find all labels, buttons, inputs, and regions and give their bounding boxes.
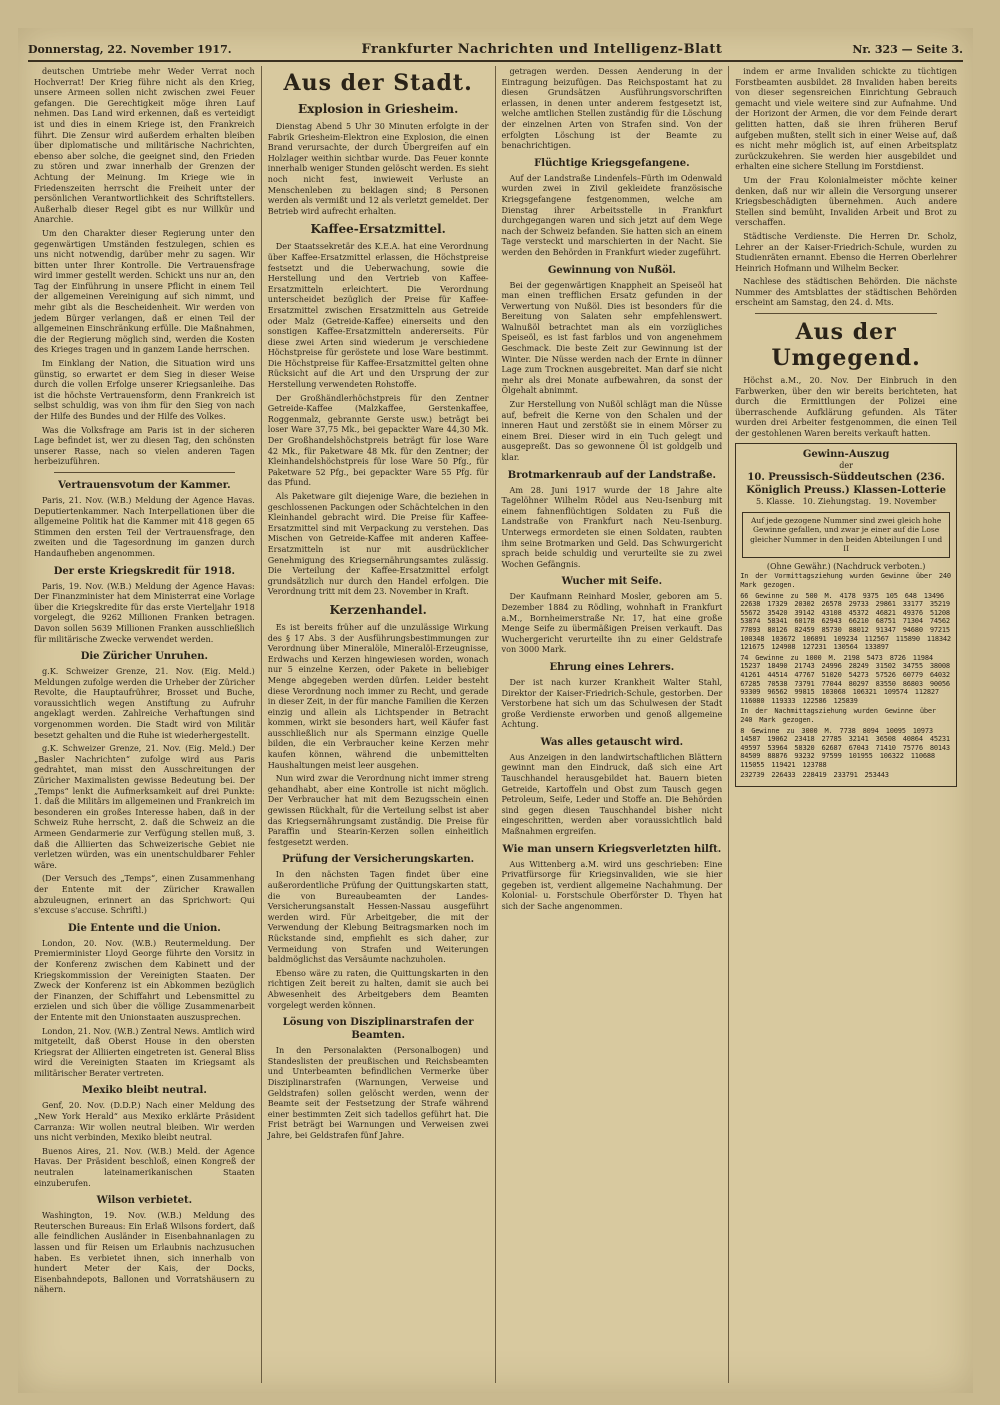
heading-nussoel: Gewinnung von Nußöl. [547, 264, 676, 276]
paragraph: g.K. Schweizer Grenze, 21. Nov. (Eig. Meld.) Meldungen zufolge werden die Urheber der Züricher Revolte, die Hauptaufrührer, Brosset und Buche, voraussichtlich wegen Anstiftung zu Aufruhr angeklagt werden. Zahlreiche Verhaftungen sind vorgenommen worden. Die Stadt wird von Militär besetzt gehalten und die Ruhe ist wiederhergestellt. [34, 666, 255, 740]
paragraph: In den nächsten Tagen findet über eine außerordentliche Prüfung der Quittungskarten statt, die von Bureaubeamten der Landes-Versicherungsanstalt Hessen-Nassau ausgeführt werden wird. Für Arbeitgeber, die mit der Verwendung der Klebung Beitragsmarken noch im Rückstande sind, empfiehlt es sich daher, zur Vermeidung von Strafen und Weiterungen baldmöglichst das Versäumte nachzuholen. [267, 869, 489, 965]
heading-entente-union: Die Entente und die Union. [67, 922, 221, 934]
heading-pruefung: Prüfung der Versicherungskarten. [282, 854, 475, 866]
column-2 [262, 66, 496, 1383]
lottery-intro: In der Vormittagsziehung wurden Gewinne über 240 Mark gezogen. [740, 572, 951, 589]
heading-brotmarkenraub: Brotmarkenraub auf der Landstraße. [507, 469, 716, 481]
paragraph: (Der Versuch des „Temps“, einen Zusammenhang der Entente mit der Züricher Krawallen abzuleugnen, erinnert an das Sprichwort: Qui s'excuse s'accuse. Schriftl.) [34, 873, 255, 916]
divider [54, 472, 235, 473]
paragraph: Der ist nach kurzer Krankheit Walter Stahl, Direktor der Kaiser-Friedrich-Schule, gestorben. Der Verstorbene hat sich um das Schulwesen der Stadt große Verdienste erworben und genoß allgemeine Achtung. [501, 676, 723, 730]
paragraph: Höchst a.M., 20. Nov. Der Einbruch in den Farbwerken, über den wir bereits berichteten, hat durch die Ermittlungen der Polizei eine überraschende Aufklärung gefunden. Als Täter wurden drei Arbeiter festgenommen, die einen Teil der gestohlenen Waren bereits verkauft hatten. [735, 375, 957, 439]
heading-ehrung: Ehrung eines Lehrers. [549, 661, 675, 673]
lottery-number-block: 8 Gewinne zu 3000 M. 7738 8094 10095 10973 14587 19062 23418 27785 32141 36508 40864 45231 49597 53964 58320 62687 67043 71410 75776 80143 84509 88876 93232 97599 101955 106322 110688 115055 119421 123788 [740, 726, 950, 769]
lottery-number-block: 66 Gewinne zu 500 M. 4178 9375 105 648 13496 22638 17329 20302 26578 29733 29861 33177 35219 55672 35420 39142 43108 45372 46821 49376 51208 53874 58341 60178 62943 66210 68751 71304 74562 77893 80126 82459 85730 88012 91347 94680 97215 100348 103672 106891 109234 112567 115890 118342 121675 124908 127231 130564 133897 [740, 591, 951, 652]
paragraph: Was die Volksfrage am Paris ist in der sicheren Lage befindet ist, wer zu diesen Tag, den schönsten unserer Rasse, nach so vielen anderen Tagen herbeizuführen. [34, 424, 255, 467]
paragraph: In den Personalakten (Personalbogen) und Standeslisten der preußischen und Reichsbeamten und Unterbeamten befindlichen Vermerke über Disziplinarstrafen (Warnungen, Verweise und Geldstrafen) sollen gelöscht werden, wenn der Beamte seit der Festsetzung der Strafe während einer bestimmten Zeit sich tadellos geführt hat. Die Frist beträgt bei Warnungen und Verweisen zwei Jahre, bei Geldstrafen fünf Jahre. [267, 1045, 489, 1140]
heading-explosion: Explosion in Griesheim. [298, 102, 459, 116]
paragraph: Nachlese des städtischen Behörden. Die nächste Nummer des Amtsblattes der städtischen Behörden erscheint am Samstag, den 24. d. Mts. [735, 276, 957, 308]
column-4 [729, 66, 963, 1383]
paragraph: Paris, 19. Nov. (W.B.) Meldung der Agence Havas: Der Finanzminister hat dem Ministerrat eine Vorlage über die Kriegskredite für das erste Vierteljahr 1918 vorgelegt, die 9262 Millionen Franken betragen. Davon sollen 5639 Millionen Franken ausschließlich für militärische Zwecke verwendet werden. [34, 580, 255, 644]
paragraph: Washington, 19. Nov. (W.B.) Meldung des Reuterschen Bureaus: Ein Erlaß Wilsons fordert, daß alle feindlichen Ausländer in Eisenbahnanlagen zu lassen und für Reisen um Erlaubnis nachzusuchen haben. Es verbietet ihnen, sich innerhalb von hundert Meter der Kais, der Docks, Eisenbahndepots, Ballonen und Vorratshäusern zu nähern. [34, 1210, 255, 1295]
masthead-title: Frankfurter Nachrichten und Intelligenz-Blatt [361, 41, 723, 57]
paragraph: Dienstag Abend 5 Uhr 30 Minuten erfolgte in der Fabrik Griesheim-Elektron eine Explosion, die einen Brand verursachte, der durch Übergreifen auf ein Holzlager weithin sichtbar wurde. Das Feuer konnte innerhalb weniger Stunden gelöscht werden. Es sieht noch nicht fest, inwieweit Verluste an Menschenleben zu beklagen sind; 8 Personen werden als vermißt und 12 als verletzt gemeldet. Der Betrieb wird aufrecht erhalten. [267, 121, 489, 216]
lottery-title: 10. Preussisch-Süddeutschen (236. Königlich Preuss.) Klassen-Lotterie [746, 472, 946, 497]
heading-seife: Wucher mit Seife. [561, 576, 663, 588]
paragraph: London, 20. Nov. (W.B.) Reutermeldung. Der Premierminister Lloyd George führte den Vorsitz in der Konferenz zwischen dem Kabinett und der Kriegskommission der Vereinigten Staaten. Der Zweck der Konferenz ist ein Abkommen bezüglich der Finanzen, der Schiffahrt und Lebensmittel zu erzielen und sich über die völlige Zusammenarbeit der Entente mit den Unionstaaten auszusprechen. [34, 937, 255, 1022]
paragraph: Im Einklang der Nation, die Situation wird uns günstig, so erwartet er dem Sieg in dieser Weise durch die vollen Erfolge unserer Kriegsanleihe. Das ist die höchste Vertrauensform, denn Frankreich ist selbst schuldig, was von ihm für den Sieg von nach der Hilfe des Bundes und der Hilfe des Volkes. [34, 358, 255, 421]
heading-kaffee: Kaffee-Ersatzmittel. [310, 222, 446, 237]
lottery-date: 19. November [878, 497, 937, 507]
lottery-number-block: 232739 226433 228419 233791 253443 [740, 771, 889, 780]
paragraph: Aus Anzeigen in den landwirtschaftlichen Blättern gewinnt man den Eindruck, daß sich eine Art Tauschhandel herausgebildet hat. Bauern bieten Getreide, Kartoffeln und Obst zum Tausch gegen Petroleum, Seife, Leder und Stoffe an. Die Behörden sind gegen diesen Tauschhandel bisher nicht eingeschritten, werden aber voraussichtlich bald Maßnahmen ergreifen. [501, 751, 723, 837]
paragraph: Ebenso wäre zu raten, die Quittungskarten in den richtigen Zeit bereit zu halten, damit sie auch bei Abwesenheit des Arbeitgebers dem Beamten vorgelegt werden können. [267, 967, 489, 1010]
heading-mexiko: Mexiko bleibt neutral. [81, 1085, 207, 1097]
lottery-notice: Auf jede gezogene Nummer sind zwei gleich hohe Gewinne gefallen, und zwar je einer auf die Lose gleicher Nummer in den beiden Abteilungen I und II [742, 512, 950, 558]
paragraph: Genf, 20. Nov. (D.D.P.) Nach einer Meldung des „New York Herald“ aus Mexiko erklärte Präsident Carranza: Wir wollen neutral bleiben. Wir werden uns nicht verbinden, Mexiko bleibt neutral. [34, 1100, 255, 1143]
lottery-disclaimer: (Ohne Gewähr.) (Nachdruck verboten.) [766, 561, 926, 571]
lottery-der: der [839, 460, 853, 470]
heading-disziplinarstrafen: Lösung von Disziplinarstrafen der Beamten. [282, 1017, 474, 1042]
masthead [28, 38, 963, 62]
heading-wilson: Wilson verbietet. [96, 1195, 193, 1207]
lottery-numbers [740, 572, 952, 780]
heading-kriegskredit: Der erste Kriegskredit für 1918. [53, 565, 236, 577]
paragraph: Am 28. Juni 1917 wurde der 18 Jahre alte Tagelöhner Wilhelm Rödel aus Neu-Isenburg mit einem fahnenflüchtigen Soldaten zu Fuß die Landstraße von Frankfurt nach Neu-Isenburg. Unterwegs ermordeten sie einen Soldaten, raubten ihm seine Brotmarken und Geld. Das Schwurgericht sprach beide schuldig und verurteilte sie zu zwei Wochen Gefängnis. [501, 484, 723, 569]
paragraph: Es ist bereits früher auf die unzulässige Wirkung des § 17 Abs. 3 der Ausführungsbestimmungen zur Verordnung über Mineralöle, Mineralöl-Erzeugnisse, Erdwachs und Kerzen hingewiesen worden, wonach nur 5 einzelne Kerzen, oder Pakete in beliebiger Menge abgegeben werden dürfen. Leider besteht diese Verordnung noch immer zu Recht, und gerade in dieser Zeit, in der für manche Familien die Kerzen einzig und allein als Lichtspender in Betracht kommen, wirkt sie besonders hart, weil Käufer fast ausschließlich nur als Spermann einzige Quelle bilden, die ein Verbraucher keine Kerzen mehr kaufen können, während die unbemittelten Haushaltungen meist leer ausgehen. [267, 621, 489, 770]
masthead-date: Donnerstag, 22. November 1917. [28, 42, 232, 56]
lottery-number-block: 74 Gewinne zu 1000 M. 2198 5473 8726 11984 15237 18490 21743 24996 28249 31502 34755 38008 41261 44514 47767 51020 54273 57526 60779 64032 67285 70538 73791 77044 80297 83550 86803 90056 93309 96562 99815 103068 106321 109574 112827 116080 119333 122586 125839 [740, 653, 950, 705]
paragraph: Bei der gegenwärtigen Knappheit an Speiseöl hat man einen trefflichen Ersatz gefunden in der Verwertung von Nußöl. Dies ist besonders für die Bereitung von Salaten sehr empfehlenswert. Walnußöl betrachtet man als ein vorzügliches Speiseöl, es ist fast farblos und von angenehmem Geschmack. Die beste Zeit zur Gewinnung ist der Winter. Die Nüsse werden nach der Ernte in dünner Lage zum Trocknen ausgebreitet. Man darf sie nicht mehr als drei Monate aufbewahren, da sonst der Ölgehalt abnimmt. [501, 279, 723, 396]
columns [28, 66, 963, 1383]
paragraph: Nun wird zwar die Verordnung nicht immer streng gehandhabt, aber eine Kontrolle ist nicht möglich. Der Verbraucher hat mit dem Bezugsschein einen gewissen Rückhalt, für die Verteilung selbst ist aber das Kriegsernährungsamt zuständig. Die Preise für Paraffin und Stearin-Kerzen sollen einheitlich festgesetzt werden. [267, 773, 489, 847]
heading-kriegsgefangene: Flüchtige Kriegsgefangene. [534, 157, 690, 169]
section-title-umgegend: Aus der Umgegend. [771, 319, 921, 372]
paragraph: Der Großhändlerhöchstpreis für den Zentner Getreide-Kaffee (Malzkaffee, Gerstenkaffee, Roggenmalz, gebrannte Gerste usw.) beträgt bei loser Ware 37,75 Mk., bei gepackter Ware 44,30 Mk. Der Großhandelshöchstpreis beträgt für lose Ware 42 Mk., für Paketware 48 Mk. für den Zentner; der Kleinhandelshöchstpreis für lose Ware 50 Pfg., für Paketware 52 Pfg., bei gepackter Ware 55 Pfg. für das Pfund. [267, 392, 489, 488]
heading-zuericher-unruhen: Die Züricher Unruhen. [80, 651, 209, 663]
newspaper-page [18, 28, 973, 1393]
lottery-day: 10. Ziehungstag. [802, 497, 872, 507]
paragraph: Aus Wittenberg a.M. wird uns geschrieben: Eine Privatfürsorge für Kriegsinvaliden, wie sie hier gegeben ist, verdient allgemeine Nachahmung. Der Kolonial- u. Forstschule Oberförster D. Thyen hat sich der Sache angenommen. [501, 858, 723, 911]
section-title-stadt: Aus der Stadt. [283, 70, 473, 96]
lottery-intro: In der Nachmittagsziehung wurden Gewinne über 240 Mark gezogen. [740, 707, 936, 724]
divider [755, 313, 937, 314]
heading-tausch: Was alles getauscht wird. [540, 736, 684, 748]
paragraph: Städtische Verdienste. Die Herren Dr. Scholz, Lehrer an der Kaiser-Friedrich-Schule, wurden zu Studienräten ernannt. Ebenso die Herren Oberlehrer Heinrich Hofmann und Wilhelm Becker. [735, 230, 957, 273]
paragraph: g.K. Schweizer Grenze, 21. Nov. (Eig. Meld.) Der „Basler Nachrichten“ zufolge wird aus Paris gedrahtet, man misst den Ausschreitungen der Züricher Maximalisten gewisse Bedeutung bei. Der „Temps“ lenkt die Aufmerksamkeit auf drei Punkte: 1. daß die Militärs im allgemeinen und Frankreich im besonderen ein großes Interesse haben, daß in der Schweiz Ruhe herrscht, 2. daß die Schweiz an die Armeen Gendarmerie zur Verfügung stellen muß, 3. daß die Alliierten das Schweizerische Gebiet nie verletzen würden, was ein unentschuldbarer Fehler wäre. [34, 743, 255, 870]
paragraph: Zur Herstellung von Nußöl schlägt man die Nüsse auf, befreit die Kerne von den Schalen und der inneren Haut und zerstößt sie in einem Mörser zu einem Brei. Dieser wird in ein Tuch gelegt und ausgepreßt. Das so gewonnene Öl ist goldgelb und klar. [501, 399, 723, 462]
paragraph: getragen werden. Dessen Aenderung in der Eintragung beizufügen. Das Reichspostamt hat zu diesen Grundsätzen Ausführungsvorschriften erlassen, in denen unter anderem festgesetzt ist, welche amtlichen Stellen zuständig für die Löschung der einzelnen Arten von Strafen sind. Von der erfolgten Löschung ist der Beamte zu benachrichtigen. [501, 66, 723, 151]
paragraph: indem er arme Invaliden schickte zu tüchtigen Forstbeamten ausbildet. 28 Invaliden haben bereits von dieser segensreichen Einrichtung Gebrauch gemacht und viele weitere sind zur Aufnahme. Und der Horizont der Armen, die vor dem Feinde derart gelitten hatten, daß sie ihren früheren Beruf aufgeben mußten, stellt sich in einer Weise auf, daß es nicht mehr möglich ist, auf einen Arbeitsplatz zurückzukehren. Sie werden hier ausgebildet und erhalten eine sichere Stellung im Forstdienst. [735, 66, 957, 172]
lottery-heading: Gewinn-Auszug [802, 448, 890, 460]
paragraph: Auf der Landstraße Lindenfels–Fürth im Odenwald wurden zwei in Zivil gekleidete französische Kriegsgefangene festgenommen, welche am Dienstag ihrer Arbeitsstelle in Frankfurt durchgegangen waren und sich jetzt auf dem Wege nach der Schweiz befanden. Sie hatten sich an einem Tage versteckt und marschierten in der Nacht. Sie werden den Behörden in Frankfurt wieder zugeführt. [501, 172, 723, 257]
heading-vertrauensvotum: Vertrauensvotum der Kammer. [58, 479, 231, 491]
masthead-issue: Nr. 323 — Seite 3. [852, 42, 963, 56]
paragraph: Um der Frau Kolonialmeister möchte keiner denken, daß nur wir allein die Versorgung unserer Kriegsbeschädigten übernehmen. Auch andere Stellen sind bemüht, Invaliden Arbeit und Brot zu verschaffen. [735, 174, 957, 228]
lottery-results [735, 443, 957, 787]
paragraph: Um den Charakter dieser Regierung unter den gegenwärtigen Umständen festzulegen, schien es uns nicht notwendig, darüber mehr zu sagen. Wir bitten unter Ihrer Kontrolle. Die Vertrauensfrage wird immer gestellt werden. Schickt uns nur an, den Tag der Einführung in unsere Pflicht in einem Teil der allgemeinen Vereinigung auf sich nimmt, und mehr gibt als die Bescheidenheit. Wir werden von jedem Bürger verlangen, daß er einen Teil der allgemeinen Einschränkung erfülle. Die Maßnahmen, die der Regierung möglich sind, werden die Kosten des Krieges tragen und in ganzem Lande herrschen. [34, 227, 255, 355]
paragraph: Der Kaufmann Reinhard Mosler, geboren am 5. Dezember 1884 zu Rödling, wohnhaft in Frankfurt a.M., Bornheimerstraße Nr. 17, hat eine große Menge Seife zu übermäßigen Preisen verkauft. Das Wuchergericht verurteilte ihn zu einer Geldstrafe von 3000 Mark. [501, 591, 723, 655]
paragraph: Buenos Aires, 21. Nov. (W.B.) Meld. der Agence Havas. Der Präsident beschloß, einen Kongreß der neutralen lateinamerikanischen Staaten einzuberufen. [34, 1145, 255, 1188]
paragraph: Der Staatssekretär des K.E.A. hat eine Verordnung über Kaffee-Ersatzmittel erlassen, die Höchstpreise festsetzt und die Ueberwachung, sowie die Herstellung und den Vertrieb von Kaffee-Ersatzmitteln erleichtert. Die Verordnung unterscheidet bezüglich der Preise für Kaffee-Ersatzmittel zwischen Ersatzmitteln aus Getreide oder Malz (Getreide-Kaffee) einerseits und den sonstigen Kaffee-Ersatzmitteln andererseits. Für diese zwei Arten sind wiederum je verschiedene Höchstpreise für geröstete und lose Ware bestimmt. Die Höchstpreise für Kaffee-Ersatzmittel gelten ohne Rücksicht auf die Art und den Ursprung der zur Herstellung verwendeten Rohstoffe. [267, 241, 489, 390]
paragraph: London, 21. Nov. (W.B.) Zentral News. Amtlich wird mitgeteilt, daß Oberst House in den obersten Kriegsrat der Alliierten eingetreten ist. General Bliss wird die Vereinigten Staaten im Kriegsamt als militärischer Berater vertreten. [34, 1025, 255, 1078]
heading-kerzenhandel: Kerzenhandel. [329, 602, 427, 617]
paragraph: deutschen Umtriebe mehr Weder Verrat noch Hochverrat! Der Krieg führe nicht als den Krieg, unsere Armeen sollen nicht zwischen zwei Feuer gefangen. Die Gerechtigkeit möge ihren Lauf nehmen. Das Land wird erkennen, daß es verteidigt ist und dies in einem Kriege ist, den Frankreich führt. Die Zensur wird außerdem erhalten bleiben über diplomatische und militärische Nachrichten, ebenso aber solche, die geeignet sind, den Frieden zu stören und zwar innerhalb der Grenzen der Achtung der Meinung. Im Kriege wie in Friedenszeiten herrscht die Freiheit unter der persönlichen Verantwortlichkeit des Schriftstellers. Außerhalb dieser Regel gibt es nur Willkür und Anarchie. [34, 66, 255, 225]
column-1 [28, 66, 262, 1383]
heading-kriegsverletzte: Wie man unsern Kriegsverletzten hilft. [502, 843, 722, 855]
lottery-subline [740, 497, 952, 508]
paragraph: Paris, 21. Nov. (W.B.) Meldung der Agence Havas. Deputiertenkammer. Nach Interpellationen über die allgemeine Politik hat die Kammer mit 418 gegen 65 Stimmen den ersten Teil der Vertrauensfrage, den zweiten und die Tagesordnung im ganzen durch Handaufheben angenommen. [34, 494, 255, 558]
column-3 [496, 66, 730, 1383]
lottery-class: 5. Klasse. [755, 497, 795, 507]
paragraph: Als Paketware gilt diejenige Ware, die beziehen in geschlossenen Packungen oder Schächtelchen in den Kleinhandel gebracht wird. Die Preise für Kaffee-Ersatzmittel sind mit Verpackung zu verstehen. Das Mischen von Getreide-Kaffee mit anderen Kaffee-Ersatzmitteln ist nur mit ausdrücklicher Genehmigung des Kriegsernährungsamtes zulässig. Die Verteilung der Kaffee-Ersatzmittel erfolgt grundsätzlich nur durch den Handel erfolgen. Die Verordnung tritt mit dem 23. November in Kraft. [267, 491, 489, 597]
